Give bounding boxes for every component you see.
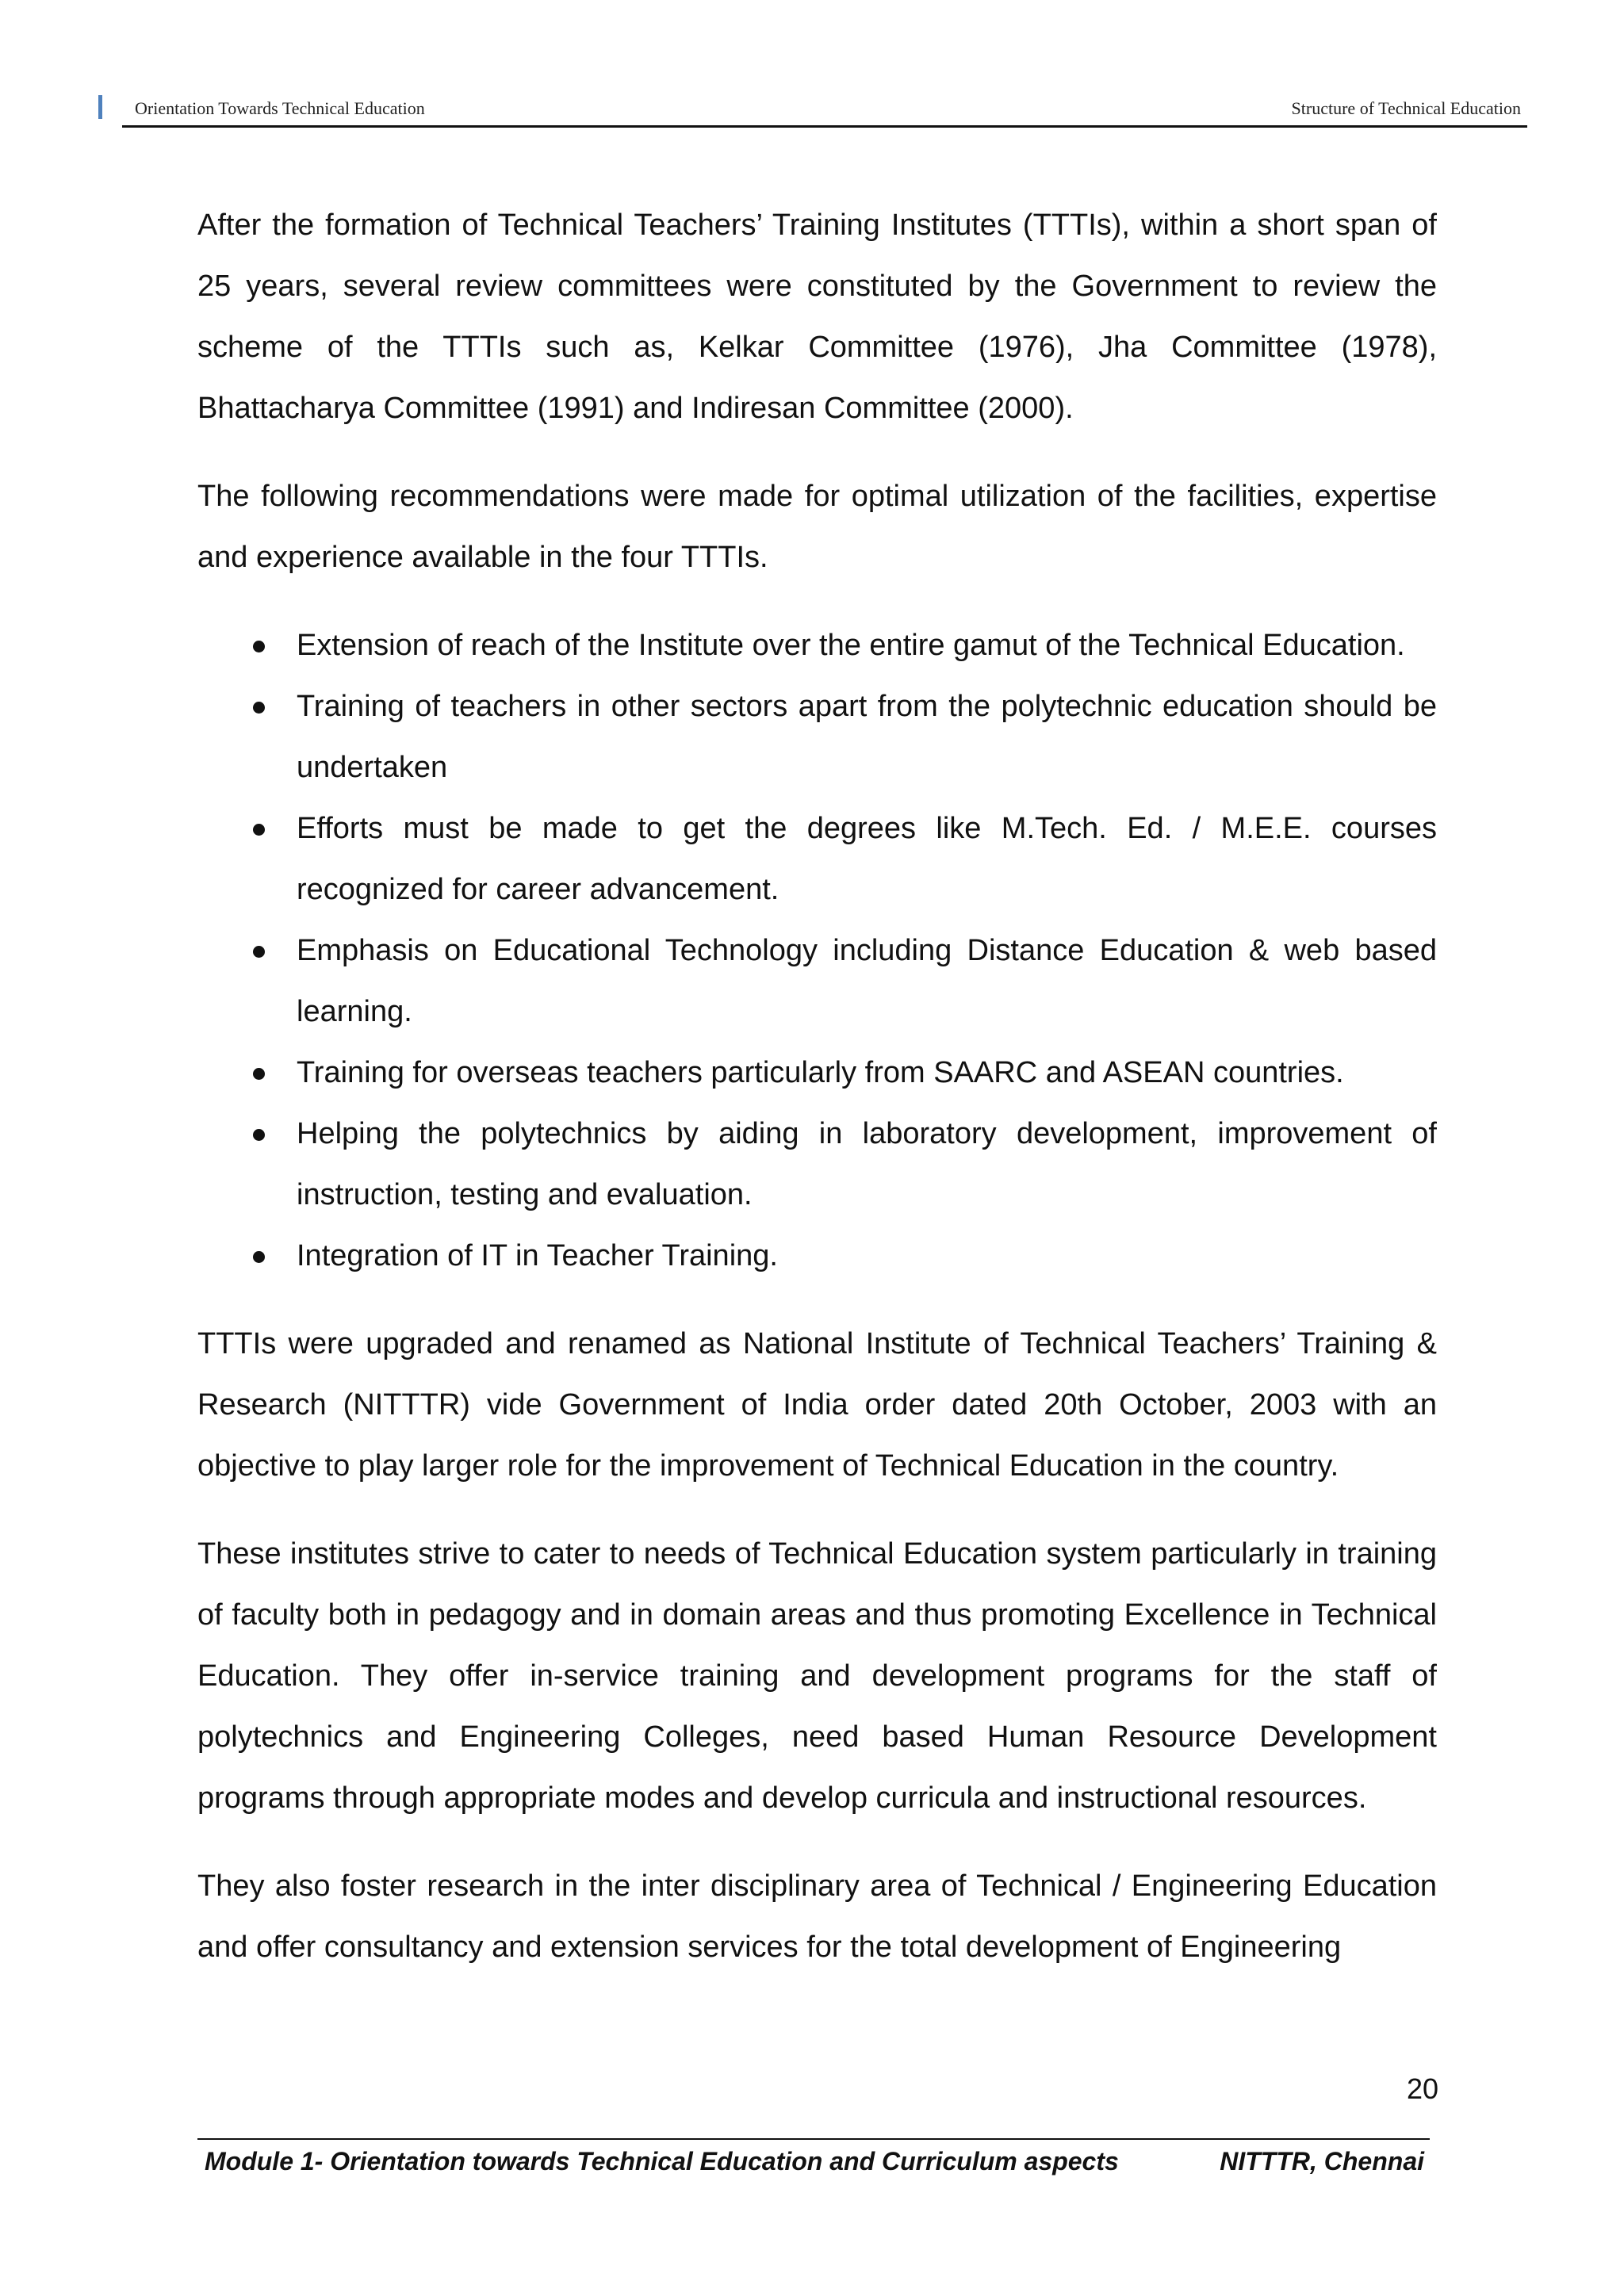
running-footer-right: NITTTR, Chennai	[1220, 2147, 1424, 2175]
list-item-text: Training for overseas teachers particularly from SAARC and ASEAN countries.	[297, 1056, 1344, 1089]
bullet-icon	[253, 1068, 265, 1080]
bullet-icon	[253, 824, 265, 836]
running-footer-left: Module 1- Orientation towards Technical Education and Curriculum aspects	[205, 2147, 1119, 2175]
list-item	[197, 1043, 1437, 1104]
running-header-right: Structure of Technical Education	[1291, 98, 1521, 118]
list-item	[197, 1226, 1437, 1287]
bullet-icon	[253, 641, 265, 652]
list-item-text: Helping the polytechnics by aiding in laboratory development, improvement of instruction, testing and evaluation.	[297, 1117, 1437, 1211]
list-item	[197, 615, 1437, 676]
bullet-icon	[253, 1129, 265, 1141]
header-divider	[122, 125, 1527, 128]
list-item	[197, 798, 1437, 920]
footer-divider	[197, 2138, 1430, 2140]
bullet-icon	[253, 1251, 265, 1263]
bullet-icon	[253, 702, 265, 714]
list-item-text: Training of teachers in other sectors apart from the polytechnic education should be undertaken	[297, 690, 1437, 784]
recommendations-list	[197, 615, 1437, 1287]
body-paragraph: The following recommendations were made for optimal utilization of the facilities, expertise and experience available in the four TTTIs.	[197, 480, 1437, 574]
list-item-text: Extension of reach of the Institute over the entire gamut of the Technical Education.	[297, 629, 1405, 662]
list-item	[197, 676, 1437, 798]
bullet-icon	[253, 946, 265, 958]
page-body	[197, 195, 1437, 2005]
list-item	[197, 920, 1437, 1043]
list-item-text: Emphasis on Educational Technology including Distance Education & web based learning.	[297, 934, 1437, 1028]
body-paragraph: These institutes strive to cater to needs of Technical Education system particularly in training of faculty both in pedagogy and in domain areas and thus promoting Excellence in Technical Education. They offer in-service training and development programs for the staff of polytechnics and Engineering Colleges, need based Human Resource Development programs through appropriate modes and develop curricula and instructional resources.	[197, 1537, 1437, 1815]
list-item-text: Integration of IT in Teacher Training.	[297, 1239, 778, 1272]
list-item-text: Efforts must be made to get the degrees like M.Tech. Ed. / M.E.E. courses recognized for career advancement.	[297, 812, 1437, 906]
body-paragraph: After the formation of Technical Teachers’ Training Institutes (TTTIs), within a short span of 25 years, several review committees were constituted by the Government to review the scheme of the TTTIs such as, Kelkar Committee (1976), Jha Committee (1978), Bhattacharya Committee (1991) and Indiresan Committee (2000).	[197, 209, 1437, 425]
body-paragraph: They also foster research in the inter disciplinary area of Technical / Engineering Education and offer consultancy and extension services for the total development of Engineering	[197, 1869, 1437, 1964]
body-paragraph: TTTIs were upgraded and renamed as National Institute of Technical Teachers’ Training & Research (NITTTR) vide Government of India order dated 20th October, 2003 with an objective to play larger role for the improvement of Technical Education in the country.	[197, 1327, 1437, 1483]
page-number: 20	[1406, 2072, 1438, 2105]
list-item	[197, 1104, 1437, 1226]
running-header-left: Orientation Towards Technical Education	[135, 98, 425, 118]
header-accent-bar	[98, 95, 102, 119]
